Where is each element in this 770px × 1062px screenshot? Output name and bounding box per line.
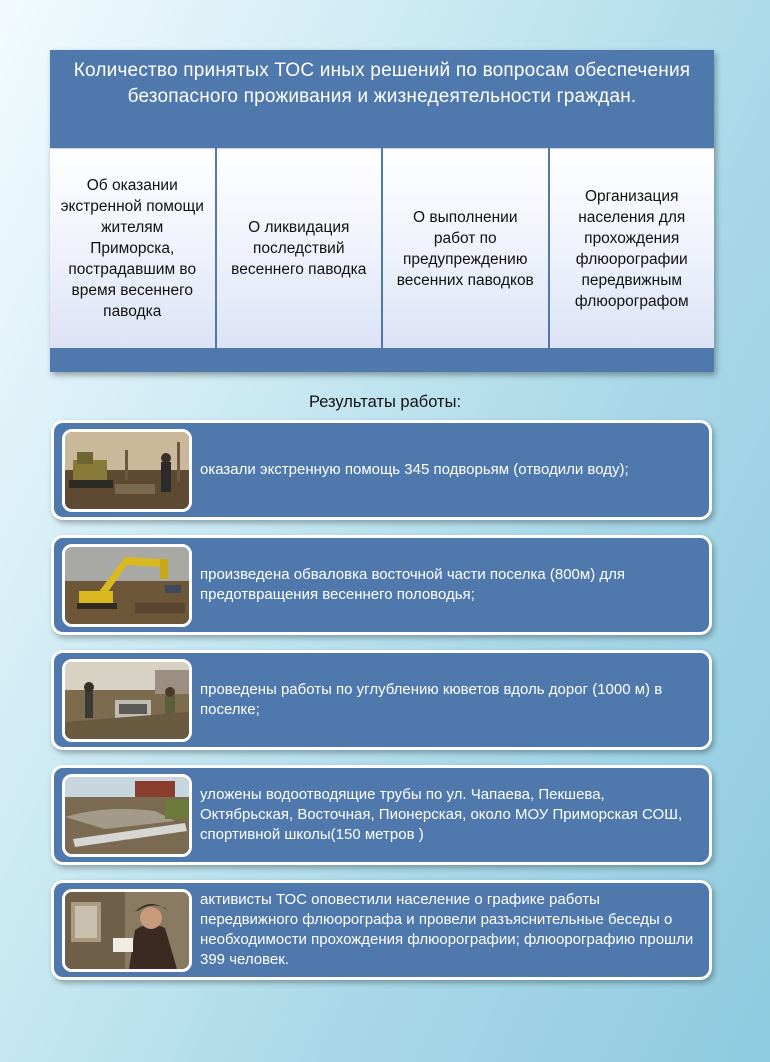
decision-column-1 [50,148,215,348]
decision-text: О ликвидация последствий весеннего паводка [231,219,367,278]
result-text: активисты ТОС оповестили население о графике работы передвижного флюорографа и провели разъяснительные беседы о необходимости прохождения флюорографии; флюорографию прошли 399 человек. [200,891,694,968]
bulldozer-photo [62,429,192,512]
decision-column-2 [217,148,382,348]
decision-column-3 [383,148,548,348]
decisions-columns [50,148,714,348]
culvert-photo [62,659,192,742]
result-item-3 [51,650,712,750]
result-item-2 [51,535,712,635]
result-text: произведена обваловка восточной части поселка (800м) для предотвращения весеннего половодья; [200,566,625,603]
pipe-photo [62,774,192,857]
decision-text: Об оказании экстренной помощи жителям Приморска, пострадавшим во время весеннего паводка [60,177,204,320]
result-text: оказали экстренную помощь 345 подворьям (отводили воду); [200,461,629,478]
panel-title: Количество принятых ТОС иных решений по вопросам обеспечения безопасного проживания и жизнедеятельности граждан. [73,60,691,107]
result-item-5 [51,880,712,980]
panel-footer-bar [50,348,714,372]
decision-text: Организация населения для прохождения флюорографии передвижным флюорографом [574,187,689,310]
decision-column-4 [550,148,715,348]
activist-photo [62,889,192,972]
result-item-4 [51,765,712,865]
decisions-panel [50,50,714,372]
result-text: проведены работы по углублению кюветов вдоль дорог (1000 м) в поселке; [200,681,663,718]
result-item-1 [51,420,712,520]
results-heading: Результаты работы: [308,393,462,411]
decision-text: О выполнении работ по предупреждению весенних паводков [396,208,534,289]
result-text: уложены водоотводящие трубы по ул. Чапаева, Пекшева, Октябрьская, Восточная, Пионерская, около МОУ Приморская СОШ, спортивной школы(150 метров ) [200,786,683,843]
excavator-photo [62,544,192,627]
